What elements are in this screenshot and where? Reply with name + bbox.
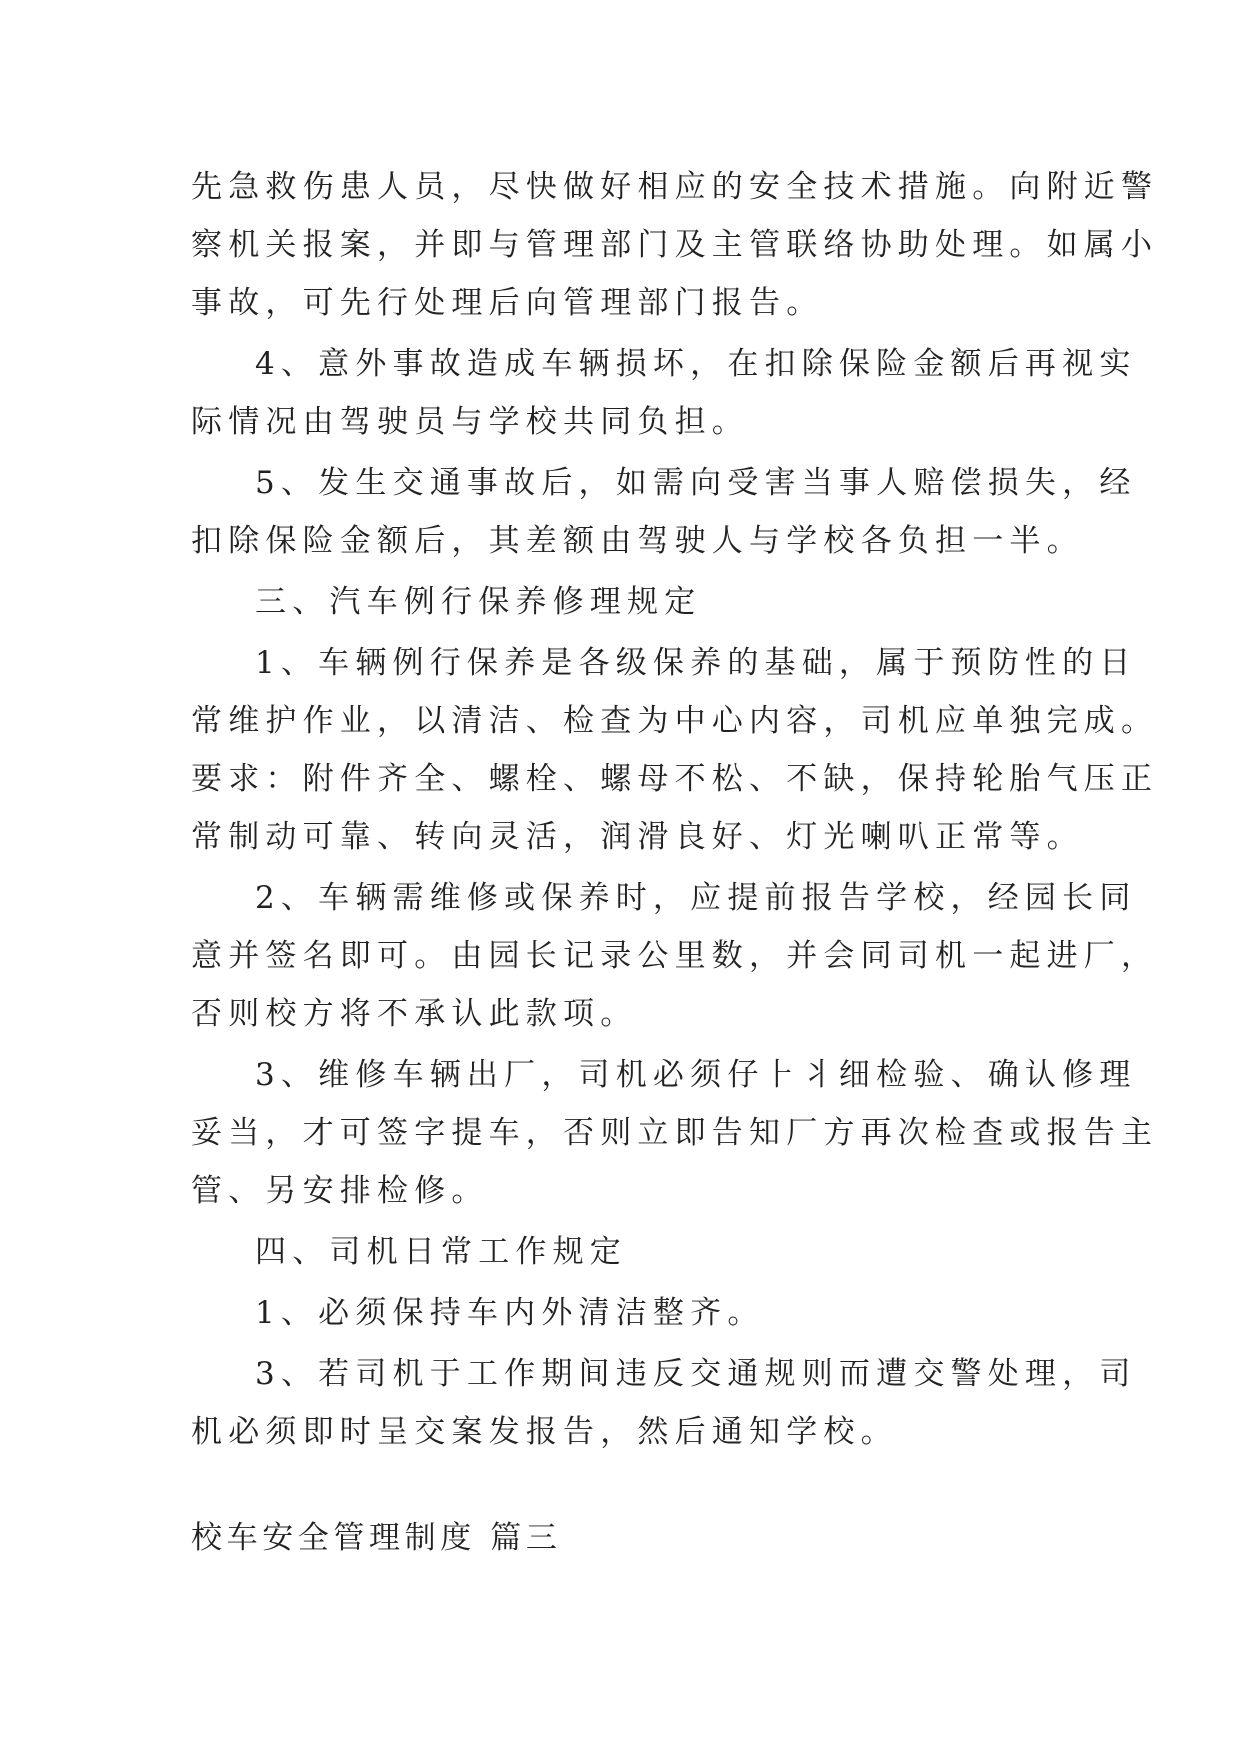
text-line: 常维护作业，以清洁、检查为中心内容，司机应单独完成。: [191, 703, 1159, 739]
text-line: 际情况由驾驶员与学校共同负担。: [191, 404, 749, 440]
text-line: 扣除保险金额后，其差额由驾驶人与学校各负担一半。: [191, 523, 1084, 559]
text-line: 常制动可靠、转向灵活，润滑良好、灯光喇叭正常等。: [191, 819, 1084, 855]
text-line: 5、发生交通事故后，如需向受害当事人赔偿损失，经: [255, 465, 1137, 501]
text-line: 要求：附件齐全、螺栓、螺母不松、不缺，保持轮胎气压正: [191, 761, 1159, 797]
paragraph-p10: [191, 1345, 1137, 1461]
text-line: 三、汽车例行保养修理规定: [255, 584, 702, 620]
paragraph-p1: [191, 158, 1159, 332]
text-line: 管、另安排检修。: [191, 1173, 489, 1209]
paragraph-p6: [191, 869, 1159, 1043]
paragraph-p7: [191, 1046, 1159, 1220]
document-body: [191, 158, 1159, 1464]
text-line: 1、必须保持车内外清洁整齐。: [255, 1295, 765, 1331]
text-line: 2、车辆需维修或保养时，应提前报告学校，经园长同: [255, 880, 1137, 916]
paragraph-p3: [191, 454, 1137, 570]
text-line: 察机关报案，并即与管理部门及主管联络协助处理。如属小: [191, 227, 1159, 263]
paragraph-p8: [191, 1223, 1061, 1281]
text-line: 否则校方将不承认此款项。: [191, 996, 638, 1032]
paragraph-p5: [191, 634, 1159, 866]
text-line: 3、若司机于工作期间违反交通规则而遭交警处理，司: [255, 1356, 1137, 1392]
text-line: 四、司机日常工作规定: [255, 1234, 627, 1270]
section-heading: 校车安全管理制度 篇三: [191, 1520, 562, 1556]
paragraph-p9: [191, 1284, 1061, 1342]
text-line: 意并签名即可。由园长记录公里数，并会同司机一起进厂，: [191, 938, 1159, 974]
text-line: 妥当，才可签字提车，否则立即告知厂方再次检查或报告主: [191, 1115, 1159, 1151]
text-line: 事故，可先行处理后向管理部门报告。: [191, 285, 824, 321]
text-line: 3、维修车辆出厂，司机必须仔⺊⺦细检验、确认修理: [255, 1057, 1137, 1093]
paragraph-p4: [191, 573, 1061, 631]
paragraph-p2: [191, 335, 1137, 451]
text-line: 4、意外事故造成车辆损坏，在扣除保险金额后再视实: [255, 346, 1137, 382]
text-line: 先急救伤患人员，尽快做好相应的安全技术措施。向附近警: [191, 169, 1159, 205]
text-line: 机必须即时呈交案发报告，然后通知学校。: [191, 1414, 898, 1450]
text-line: 1、车辆例行保养是各级保养的基础，属于预防性的日: [255, 645, 1137, 681]
